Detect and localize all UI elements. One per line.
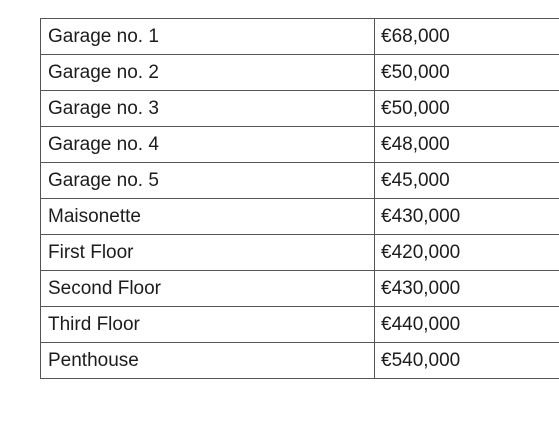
unit-price-cell: €540,000 — [375, 343, 559, 379]
table-row — [41, 307, 559, 343]
unit-name-cell: First Floor — [41, 235, 375, 271]
unit-price-cell: €50,000 — [375, 91, 559, 127]
table-row — [41, 55, 559, 91]
unit-name-cell: Garage no. 2 — [41, 55, 375, 91]
table-row — [41, 343, 559, 379]
price-table — [40, 18, 559, 379]
unit-name-cell: Garage no. 5 — [41, 163, 375, 199]
unit-name-cell: Garage no. 3 — [41, 91, 375, 127]
unit-name-cell: Second Floor — [41, 271, 375, 307]
unit-price-cell: €440,000 — [375, 307, 559, 343]
unit-price-cell: €430,000 — [375, 199, 559, 235]
price-table-body — [41, 19, 559, 379]
unit-price-cell: €420,000 — [375, 235, 559, 271]
unit-price-cell: €48,000 — [375, 127, 559, 163]
unit-price-cell: €45,000 — [375, 163, 559, 199]
unit-name-cell: Third Floor — [41, 307, 375, 343]
table-row — [41, 235, 559, 271]
table-row — [41, 271, 559, 307]
table-row — [41, 199, 559, 235]
table-row — [41, 163, 559, 199]
unit-name-cell: Garage no. 4 — [41, 127, 375, 163]
unit-name-cell: Garage no. 1 — [41, 19, 375, 55]
unit-price-cell: €50,000 — [375, 55, 559, 91]
table-row — [41, 91, 559, 127]
unit-price-cell: €430,000 — [375, 271, 559, 307]
unit-name-cell: Maisonette — [41, 199, 375, 235]
unit-name-cell: Penthouse — [41, 343, 375, 379]
table-row — [41, 127, 559, 163]
unit-price-cell: €68,000 — [375, 19, 559, 55]
table-row — [41, 19, 559, 55]
